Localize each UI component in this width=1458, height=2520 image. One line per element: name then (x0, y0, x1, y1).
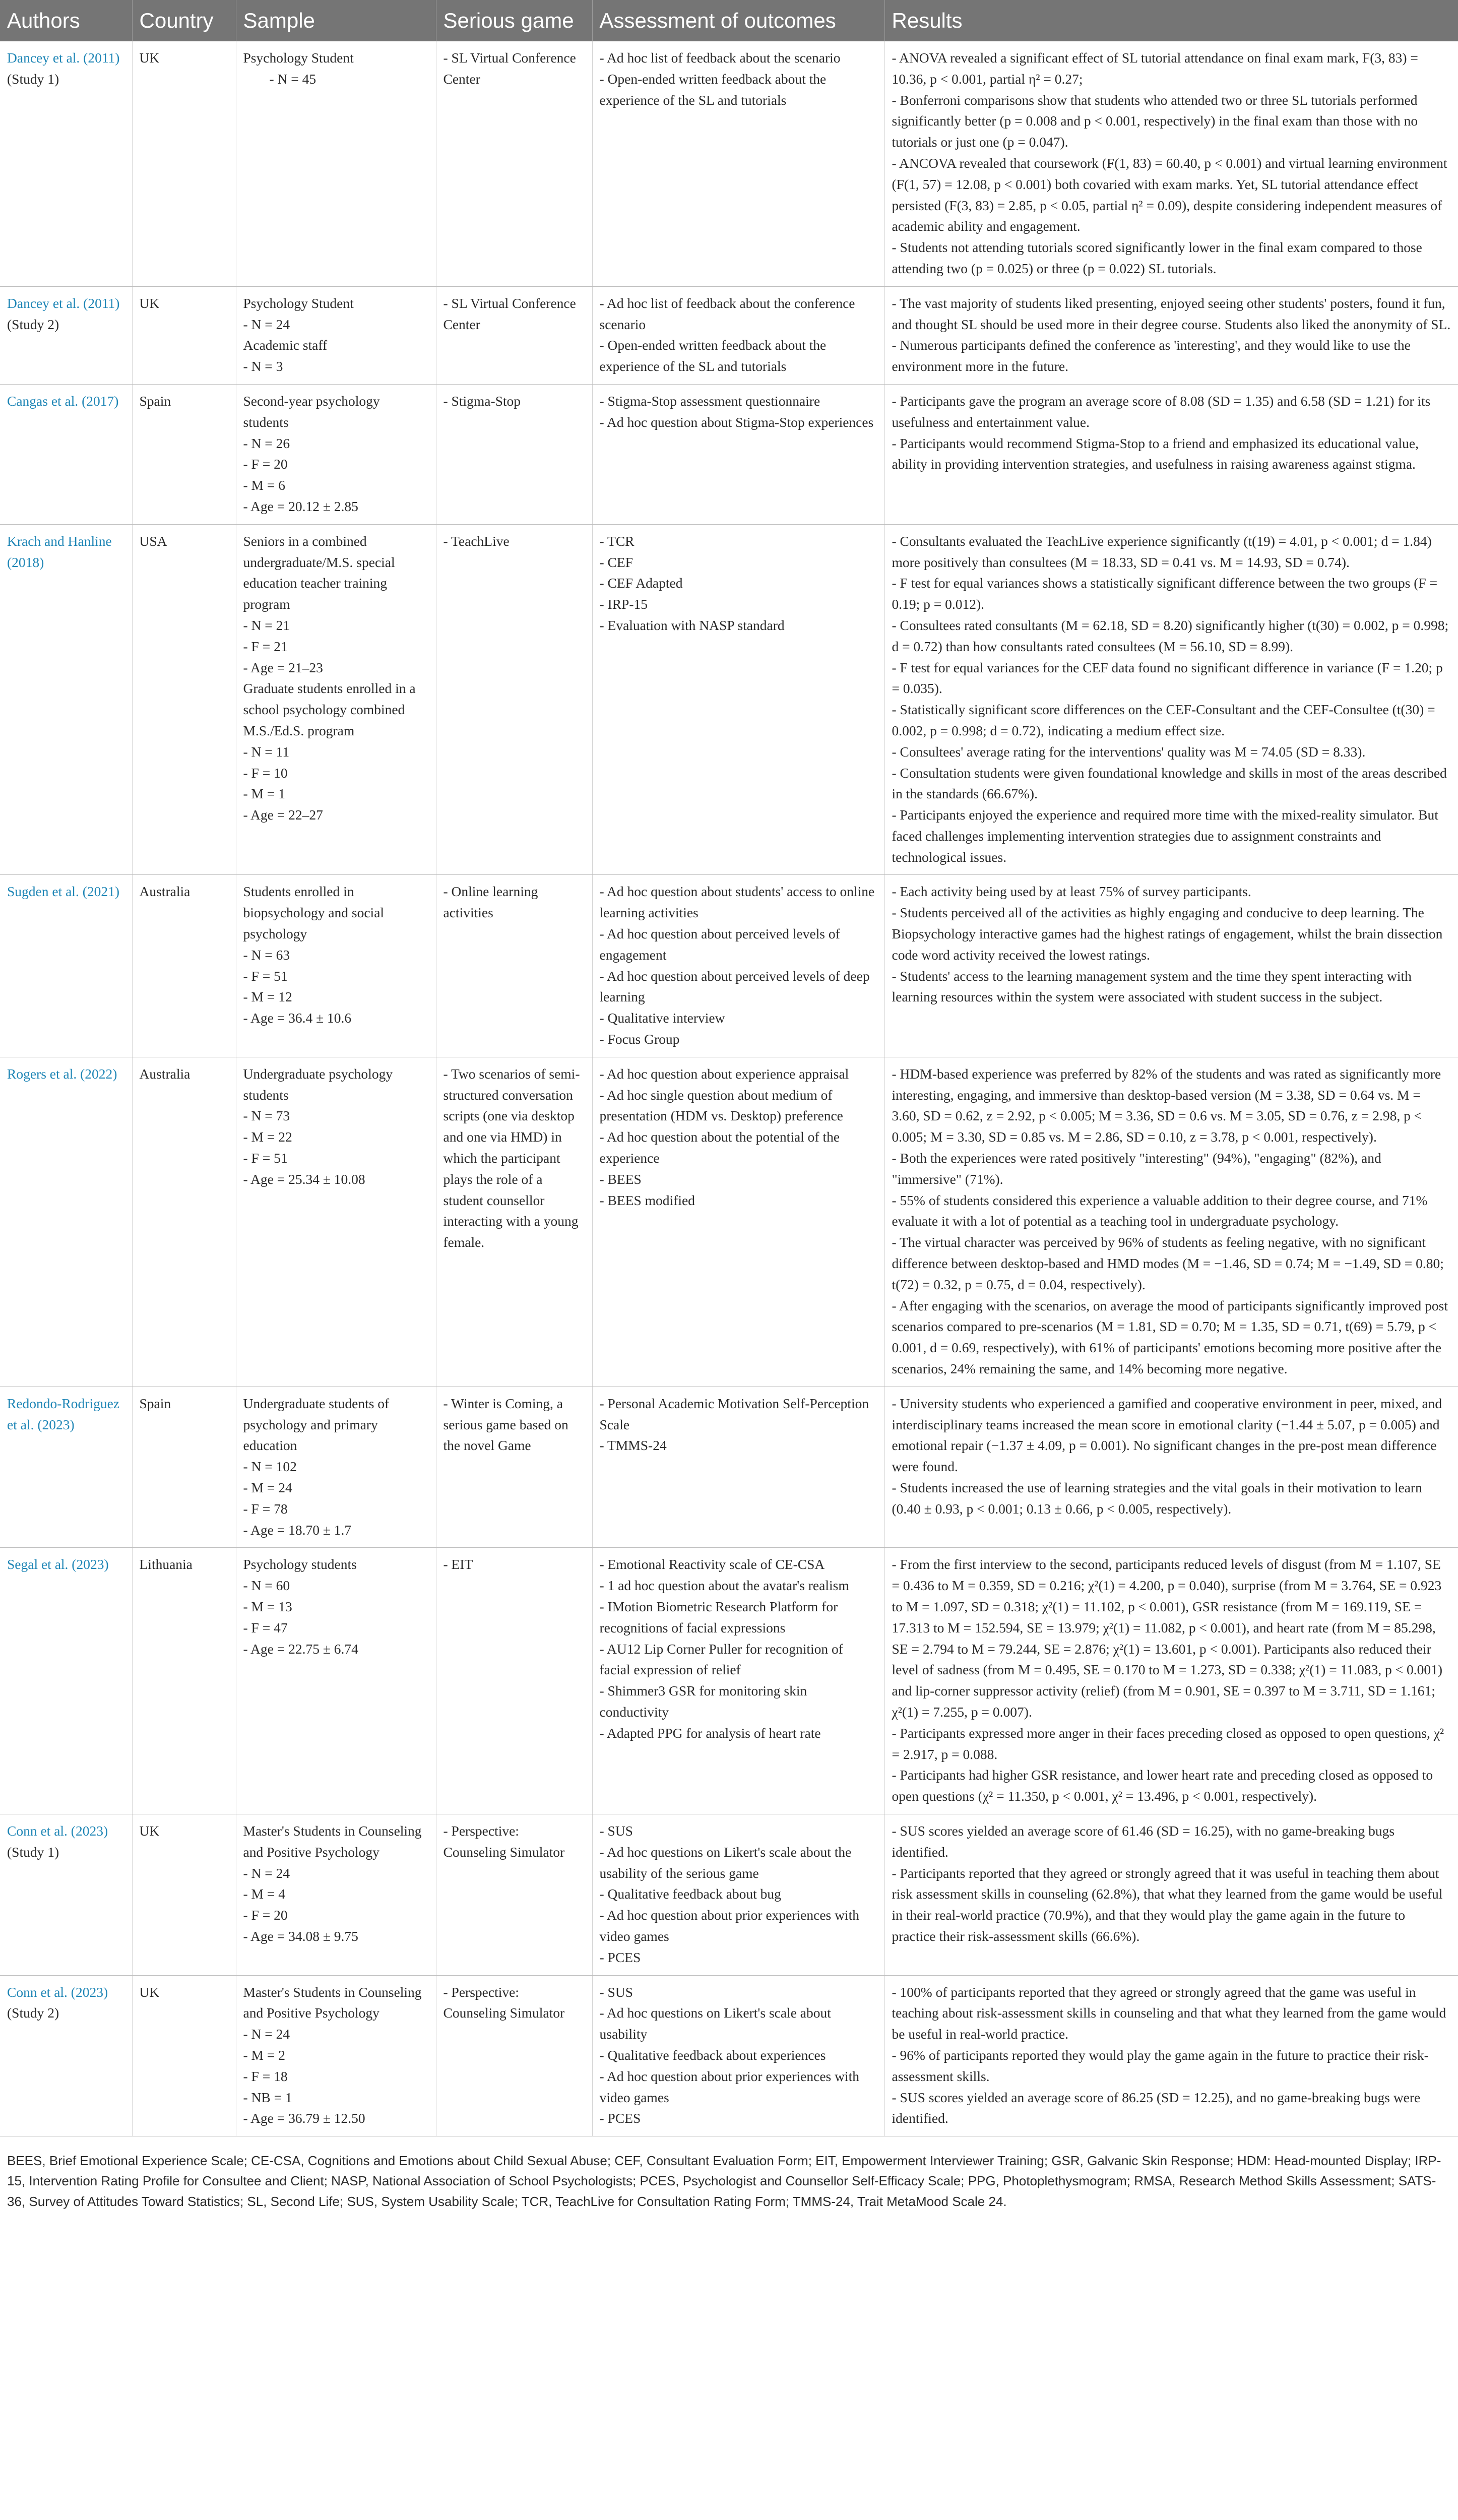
results-line: - Participants reported that they agreed or strongly agreed that it was useful in teaching them about risk assessment skills in counseling (62.8%), that what they learned from the game would be useful in their real-world practice (70.9%), and that they would play the game again in the future to practice their risk-assessment skills (66.6%). (892, 1865, 1443, 1944)
author-cell (0, 1387, 132, 1548)
sample-line: - N = 60 (243, 1578, 290, 1594)
sample-cell (236, 384, 436, 524)
table-body (0, 41, 1458, 2136)
assessment-cell (592, 1814, 884, 1975)
results-line: - SUS scores yielded an average score of 61.46 (SD = 16.25), with no game-breaking bugs identified. (892, 1822, 1395, 1860)
sample-line: Second-year psychology students (243, 393, 380, 430)
sample-cell (236, 41, 436, 286)
assessment-line: - CEF (599, 554, 633, 570)
results-cell (884, 384, 1458, 524)
table-row (0, 1057, 1458, 1387)
game-line: - Online learning activities (443, 884, 538, 921)
table-row (0, 1387, 1458, 1548)
sample-line: - N = 63 (243, 947, 290, 963)
game-cell (436, 1548, 592, 1814)
sample-line: - N = 102 (243, 1459, 297, 1475)
sample-line: Psychology Student (243, 295, 354, 311)
author-link[interactable]: Krach and Hanline (2018) (7, 533, 112, 570)
sample-line: - Age = 36.4 ± 10.6 (243, 1010, 352, 1026)
game-cell (436, 1387, 592, 1548)
assessment-line: - Ad hoc list of feedback about the conference scenario (599, 295, 855, 332)
assessment-line: - Ad hoc question about prior experiences with video games (599, 2068, 859, 2105)
assessment-line: - Ad hoc question about perceived levels of deep learning (599, 968, 870, 1005)
results-cell (884, 1387, 1458, 1548)
game-cell (436, 1814, 592, 1975)
column-header: Results (884, 0, 1458, 41)
sample-cell (236, 524, 436, 875)
sample-cell (236, 286, 436, 384)
sample-line: - M = 12 (243, 989, 292, 1005)
author-cell (0, 875, 132, 1057)
sample-line: Psychology Student (243, 50, 354, 66)
sample-line: - N = 24 (243, 316, 290, 332)
author-link[interactable]: Conn et al. (2023) (7, 1822, 108, 1839)
author-link[interactable]: Cangas et al. (2017) (7, 393, 119, 409)
results-line: - ANOVA revealed a significant effect of SL tutorial attendance on final exam mark, F(3, 83) = 10.36, p < 0.001, partial η² = 0.27; (892, 50, 1418, 87)
assessment-line: - SUS (599, 1822, 633, 1839)
table-row (0, 384, 1458, 524)
sample-line: - F = 21 (243, 638, 288, 654)
assessment-line: - Ad hoc single question about medium of presentation (HDM vs. Desktop) preference (599, 1087, 843, 1124)
sample-line: - Age = 25.34 ± 10.08 (243, 1171, 365, 1187)
results-cell (884, 1814, 1458, 1975)
country-cell: Spain (132, 384, 236, 524)
results-line: - Participants enjoyed the experience and required more time with the mixed-reality simulator. But faced challenges implementing intervention strategies due to assignment constraints and technological issues. (892, 807, 1438, 865)
assessment-line: - BEES (599, 1171, 642, 1187)
sample-line: - N = 26 (243, 435, 290, 451)
assessment-cell (592, 1057, 884, 1387)
assessment-line: - SUS (599, 1984, 633, 2000)
results-line: - The vast majority of students liked presenting, enjoyed seeing other students' posters, found it fun, and thought SL should be used more in their degree course. Students also liked the anonymity of SL. (892, 295, 1451, 332)
assessment-line: - Ad hoc question about perceived levels of engagement (599, 926, 840, 963)
author-link[interactable]: Conn et al. (2023) (7, 1984, 108, 2000)
results-cell (884, 524, 1458, 875)
column-header: Country (132, 0, 236, 41)
header-row (0, 0, 1458, 41)
sample-line: - F = 10 (243, 765, 288, 781)
sample-line: - N = 21 (243, 617, 290, 633)
assessment-line: - Adapted PPG for analysis of heart rate (599, 1725, 821, 1741)
game-line: - Perspective: Counseling Simulator (443, 1984, 565, 2021)
author-cell (0, 1814, 132, 1975)
assessment-line: - TCR (599, 533, 635, 549)
author-link[interactable]: Segal et al. (2023) (7, 1556, 109, 1572)
results-line: - SUS scores yielded an average score of 86.25 (SD = 12.25), and no game-breaking bugs were identified. (892, 2089, 1421, 2126)
assessment-line: - Ad hoc list of feedback about the scenario (599, 50, 841, 66)
sample-line: - Age = 22–27 (243, 807, 323, 823)
game-line: - SL Virtual Conference Center (443, 50, 576, 87)
results-line: - Consultees' average rating for the interventions' quality was M = 74.05 (SD = 8.33). (892, 743, 1366, 760)
sample-line: - Age = 18.70 ± 1.7 (243, 1522, 352, 1538)
assessment-line: - AU12 Lip Corner Puller for recognition of facial expression of relief (599, 1641, 843, 1678)
column-header: Assessment of outcomes (592, 0, 884, 41)
table-row (0, 286, 1458, 384)
assessment-line: - IMotion Biometric Research Platform for recognitions of facial expressions (599, 1598, 838, 1635)
results-cell (884, 1548, 1458, 1814)
country-cell: Australia (132, 875, 236, 1057)
game-cell (436, 1975, 592, 2136)
assessment-line: - Ad hoc questions on Likert's scale about usability (599, 2005, 831, 2042)
assessment-line: - Stigma-Stop assessment questionnaire (599, 393, 820, 409)
assessment-line: - Qualitative interview (599, 1010, 725, 1026)
author-link[interactable]: Sugden et al. (2021) (7, 884, 120, 900)
results-line: - Participants would recommend Stigma-Stop to a friend and emphasized its educational value, ability in providing intervention strategies, and usefulness in raising awareness against stigma. (892, 435, 1419, 472)
assessment-cell (592, 41, 884, 286)
game-cell (436, 524, 592, 875)
results-line: - Consultants evaluated the TeachLive experience significantly (t(19) = 4.01, p < 0.001; d = 1.84) more positively than consultees (M = 18.33, SD = 0.41 vs. M = 14.93, SD = 0.74). (892, 533, 1432, 570)
sample-line: - F = 47 (243, 1619, 288, 1635)
assessment-line: - CEF Adapted (599, 575, 683, 591)
sample-line: - N = 3 (243, 358, 283, 374)
table-row (0, 41, 1458, 286)
sample-line: - N = 24 (243, 1865, 290, 1881)
results-line: - Statistically significant score differences on the CEF-Consultant and the CEF-Consultee (t(30) = 0.002, p = 0.998; d = 0.72), indicating a medium effect size. (892, 702, 1435, 738)
sample-line: - F = 51 (243, 1150, 288, 1166)
results-line: - Consultation students were given foundational knowledge and skills in most of the areas described in the standards (66.67%). (892, 765, 1447, 802)
game-cell (436, 1057, 592, 1387)
game-cell (436, 41, 592, 286)
assessment-line: - Shimmer3 GSR for monitoring skin conductivity (599, 1683, 807, 1720)
sample-line: - NB = 1 (243, 2089, 292, 2105)
assessment-cell (592, 1387, 884, 1548)
sample-line: - F = 20 (243, 456, 288, 472)
results-cell (884, 1975, 1458, 2136)
assessment-line: - PCES (599, 2110, 641, 2126)
assessment-line: - Ad hoc question about Stigma-Stop experiences (599, 414, 874, 430)
sample-line: Master's Students in Counseling and Positive Psychology (243, 1822, 422, 1860)
assessment-line: - Ad hoc question about prior experiences with video games (599, 1907, 859, 1944)
assessment-line: - Open-ended written feedback about the experience of the SL and tutorials (599, 71, 827, 108)
results-line: - Participants gave the program an average score of 8.08 (SD = 1.35) and 6.58 (SD = 1.21) for its usefulness and entertainment value. (892, 393, 1431, 430)
sample-cell (236, 1057, 436, 1387)
sample-line: - F = 18 (243, 2068, 288, 2084)
results-line: - Both the experiences were rated positively "interesting" (94%), "engaging" (82%), and "immersive" (71%). (892, 1150, 1381, 1187)
assessment-line: - Emotional Reactivity scale of CE-CSA (599, 1556, 825, 1572)
sample-line: - M = 2 (243, 2047, 285, 2063)
results-line: - After engaging with the scenarios, on average the mood of participants significantly improved post scenarios compared to pre-scenarios (M = 1.81, SD = 0.70; M = 1.35, SD = 0.71, t(69) = 5.79, p < 0.001, d = 0.69, respectively), with 61% of participants' emotions becoming more positive after the scenarios, 24% remaining the same, and 14% becoming more negative. (892, 1297, 1448, 1377)
assessment-line: - 1 ad hoc question about the avatar's realism (599, 1578, 849, 1594)
country-cell: Lithuania (132, 1548, 236, 1814)
game-line: - SL Virtual Conference Center (443, 295, 576, 332)
author-cell (0, 1975, 132, 2136)
column-header: Serious game (436, 0, 592, 41)
results-line: - ANCOVA revealed that coursework (F(1, 83) = 60.40, p < 0.001) and virtual learning environment (F(1, 57) = 12.08, p < 0.001) both covaried with exam marks. Yet, SL tutorial attendance effect persisted (F(3, 83) = 2.85, p < 0.05, partial η² = 0.09), despite considering independent measures of academic ability and engagement. (892, 155, 1447, 234)
game-line: - EIT (443, 1556, 473, 1572)
country-cell: UK (132, 1814, 236, 1975)
sample-line: - M = 22 (243, 1129, 292, 1145)
results-line: - Students not attending tutorials scored significantly lower in the final exam compared to those attending two (p = 0.025) or three (p = 0.022) SL tutorials. (892, 239, 1422, 276)
game-cell (436, 286, 592, 384)
sample-line: Undergraduate students of psychology and primary education (243, 1395, 390, 1454)
sample-line: - M = 4 (243, 1886, 285, 1902)
sample-line: - M = 24 (243, 1480, 292, 1495)
sample-line: - N = 24 (243, 2026, 290, 2042)
assessment-cell (592, 286, 884, 384)
game-line: - Two scenarios of semi-structured conversation scripts (one via desktop and one via HMD) in which the participant plays the role of a student counsellor interacting with a young female. (443, 1065, 580, 1250)
study-label: (Study 1) (7, 1844, 59, 1860)
results-line: - 100% of participants reported that they agreed or strongly agreed that the game was useful in teaching about risk-assessment skills in counseling and that what they learned from the game would be useful in real-world practice. (892, 1984, 1446, 2042)
assessment-cell (592, 524, 884, 875)
sample-line: - F = 20 (243, 1907, 288, 1923)
assessment-line: - Evaluation with NASP standard (599, 617, 785, 633)
country-cell: UK (132, 1975, 236, 2136)
game-cell (436, 384, 592, 524)
table-footnote: BEES, Brief Emotional Experience Scale; CE-CSA, Cognitions and Emotions about Child Sexual Abuse; CEF, Consultant Evaluation Form; EIT, Empowerment Interviewer Training; GSR, Galvanic Skin Response; HDM: Head-mounted Display; IRP-15, Intervention Rating Profile for Consultee and Client; NASP, National Association of School Psychologists; PCES, Psychologist and Counsellor Self-Efficacy Scale; PPG, Photoplethysmogram; RMSA, Research Method Skills Assessment; SATS-36, Survey of Attitudes Toward Statistics; SL, Second Life; SUS, System Usability Scale; TCR, TeachLive for Consultation Rating Form; TMMS-24, Trait MetaMood Scale 24. (7, 2153, 1441, 2209)
sample-line: - F = 78 (243, 1500, 288, 1517)
sample-line: - Age = 21–23 (243, 659, 323, 675)
sample-line: - Age = 20.12 ± 2.85 (243, 498, 358, 514)
results-cell (884, 286, 1458, 384)
sample-line: - N = 73 (243, 1108, 290, 1124)
results-line: - The virtual character was perceived by 96% of students as feeling negative, with no significant difference between desktop-based and HMD modes (M = −1.46, SD = 0.74; M = −1.49, SD = 0.80; t(72) = 0.32, p = 0.75, d = 0.04, respectively). (892, 1234, 1444, 1292)
country-cell: Australia (132, 1057, 236, 1387)
sample-line: Graduate students enrolled in a school psychology combined M.S./Ed.S. program (243, 680, 416, 738)
results-line: - Numerous participants defined the conference as 'interesting', and they would like to use the environment more in the future. (892, 337, 1411, 374)
author-cell (0, 1548, 132, 1814)
study-label: (Study 2) (7, 2005, 59, 2021)
sample-cell (236, 1975, 436, 2136)
results-line: - Students' access to the learning management system and the time they spent interacting with learning resources within the system were associated with student success in the subject. (892, 968, 1412, 1005)
country-cell: UK (132, 286, 236, 384)
assessment-line: - Open-ended written feedback about the experience of the SL and tutorials (599, 337, 827, 374)
author-cell (0, 384, 132, 524)
results-line: - 55% of students considered this experience a valuable addition to their degree course, and 71% evaluate it with a lot of potential as a teaching tool in undergraduate psychology. (892, 1192, 1428, 1229)
assessment-line: - PCES (599, 1949, 641, 1965)
sample-line: Master's Students in Counseling and Positive Psychology (243, 1984, 422, 2021)
game-line: - Perspective: Counseling Simulator (443, 1822, 565, 1860)
results-cell (884, 41, 1458, 286)
table-row (0, 1975, 1458, 2136)
sample-line: Students enrolled in biopsychology and social psychology (243, 884, 385, 942)
results-line: - F test for equal variances for the CEF data found no significant difference in variance (F = 1.20; p = 0.035). (892, 659, 1443, 697)
assessment-line: - TMMS-24 (599, 1437, 667, 1454)
results-line: - 96% of participants reported they would play the game again in the future to practice their risk-assessment skills. (892, 2047, 1429, 2084)
results-line: - Students perceived all of the activities as highly engaging and conducive to deep learning. The Biopsychology interactive games had the highest ratings of engagement, whilst the brain dissection code word activity received the lowest ratings. (892, 905, 1443, 963)
sample-line: - M = 6 (243, 477, 285, 493)
results-cell (884, 875, 1458, 1057)
author-cell (0, 41, 132, 286)
author-cell (0, 286, 132, 384)
game-cell (436, 875, 592, 1057)
sample-line: - F = 51 (243, 968, 288, 984)
country-cell: UK (132, 41, 236, 286)
sample-line: Psychology students (243, 1556, 357, 1572)
assessment-line: - Ad hoc questions on Likert's scale about the usability of the serious game (599, 1844, 852, 1881)
assessment-line: - Ad hoc question about students' access to online learning activities (599, 884, 875, 921)
results-line: - Consultees rated consultants (M = 62.18, SD = 8.20) significantly higher (t(30) = 0.002, p = 0.998; d = 0.72) than how consultants rated consultees (M = 56.10, SD = 8.99). (892, 617, 1449, 654)
sample-line: - M = 13 (243, 1598, 292, 1614)
assessment-line: - Qualitative feedback about experiences (599, 2047, 826, 2063)
sample-cell (236, 1814, 436, 1975)
sample-line: - N = 45 (269, 71, 316, 87)
author-cell (0, 524, 132, 875)
table-row (0, 1548, 1458, 1814)
column-header: Authors (0, 0, 132, 41)
assessment-cell (592, 384, 884, 524)
assessment-line: - IRP-15 (599, 596, 648, 612)
results-cell (884, 1057, 1458, 1387)
sample-cell (236, 1548, 436, 1814)
assessment-cell (592, 1975, 884, 2136)
results-line: - F test for equal variances shows a statistically significant difference between the two groups (F = 0.19; p = 0.012). (892, 575, 1438, 612)
column-header: Sample (236, 0, 436, 41)
author-link[interactable]: Dancey et al. (2011) (7, 50, 120, 66)
author-link[interactable]: Redondo-Rodriguez et al. (2023) (7, 1395, 120, 1432)
country-cell: USA (132, 524, 236, 875)
author-link[interactable]: Dancey et al. (2011) (7, 295, 120, 311)
assessment-line: - BEES modified (599, 1192, 695, 1208)
assessment-cell (592, 875, 884, 1057)
results-line: - HDM-based experience was preferred by 82% of the students and was rated as significantly more interesting, engaging, and immersive than desktop-based version (M = 3.38, SD = 0.64 vs. M = 3.60, SD = 0.62, z = 2.92, p < 0.005; M = 3.36, SD = 0.6 vs. M = 3.05, SD = 0.76, z = 2.98, p < 0.005; M = 3.30, SD = 0.85 vs. M = 2.86, SD = 0.10, z = 3.78, p < 0.001, respectively). (892, 1065, 1441, 1145)
author-link[interactable]: Rogers et al. (2022) (7, 1065, 117, 1082)
assessment-line: - Focus Group (599, 1031, 680, 1047)
game-line: - Stigma-Stop (443, 393, 521, 409)
results-line: - Bonferroni comparisons show that students who attended two or three SL tutorials performed significantly better (p = 0.008 and p < 0.001, respectively) in the final exam than those with no tutorials or just one (p = 0.047). (892, 92, 1418, 150)
sample-line: Seniors in a combined undergraduate/M.S. special education teacher training program (243, 533, 395, 612)
results-line: - Participants expressed more anger in their faces preceding closed as opposed to open questions, χ² = 2.917, p = 0.088. (892, 1725, 1444, 1762)
sample-cell (236, 1387, 436, 1548)
sample-line: Undergraduate psychology students (243, 1065, 393, 1103)
results-line: - Participants had higher GSR resistance, and lower heart rate and preceding closed as opposed to open questions (χ² = 11.350, p < 0.001, χ² = 13.496, p < 0.001, respectively). (892, 1767, 1433, 1804)
study-label: (Study 1) (7, 71, 59, 87)
sample-cell (236, 875, 436, 1057)
study-label: (Study 2) (7, 316, 59, 332)
sample-line: - Age = 34.08 ± 9.75 (243, 1928, 358, 1944)
author-cell (0, 1057, 132, 1387)
country-cell: Spain (132, 1387, 236, 1548)
results-line: - From the first interview to the second, participants reduced levels of disgust (from M = 1.107, SE = 0.436 to M = 0.359, SD = 0.216; χ²(1) = 4.200, p = 0.040), surprise (from M = 3.764, SE = 0.923 to M = 1.097, SD = 0.318; χ²(1) = 11.102, p < 0.001), GSR resistance (from M = 169.119, SE = 17.313 to M = 152.594, SE = 13.979; χ²(1) = 11.082, p < 0.001), and heart rate (from M = 85.298, SE = 2.794 to M = 79.244, SE = 2.876; χ²(1) = 13.601, p < 0.001). Participants also reduced their level of sadness (from M = 0.495, SE = 0.170 to M = 1.273, SD = 0.338; χ²(1) = 11.083, p < 0.001) and lip-corner suppressor activity (relief) (from M = 0.901, SE = 0.397 to M = 3.711, SD = 1.161; χ²(1) = 7.255, p = 0.007). (892, 1556, 1442, 1720)
sample-line: Academic staff (243, 337, 328, 353)
assessment-line: - Ad hoc question about experience appraisal (599, 1065, 849, 1082)
assessment-line: - Qualitative feedback about bug (599, 1886, 781, 1902)
table-row (0, 1814, 1458, 1975)
sample-line: - Age = 36.79 ± 12.50 (243, 2110, 365, 2126)
table-row (0, 875, 1458, 1057)
game-line: - Winter is Coming, a serious game based on the novel Game (443, 1395, 568, 1454)
sample-line: - Age = 22.75 ± 6.74 (243, 1641, 358, 1657)
sample-line: - N = 11 (243, 743, 290, 760)
assessment-cell (592, 1548, 884, 1814)
results-line: - Students increased the use of learning strategies and the vital goals in their motivation to learn (0.40 ± 0.93, p < 0.001; 0.13 ± 0.66, p < 0.005, respectively). (892, 1480, 1422, 1517)
results-line: - University students who experienced a gamified and cooperative environment in peer, mixed, and interdisciplinary teams increased the mean score in emotional clarity (−1.44 ± 5.07, p = 0.005) and emotional repair (−1.37 ± 4.09, p = 0.001). No significant changes in the pre-post mean difference were found. (892, 1395, 1442, 1475)
results-line: - Each activity being used by at least 75% of survey participants. (892, 884, 1251, 900)
assessment-line: - Ad hoc question about the potential of the experience (599, 1129, 840, 1166)
sample-line: - M = 1 (243, 786, 285, 802)
game-line: - TeachLive (443, 533, 510, 549)
table-row (0, 524, 1458, 875)
assessment-line: - Personal Academic Motivation Self-Perception Scale (599, 1395, 869, 1432)
